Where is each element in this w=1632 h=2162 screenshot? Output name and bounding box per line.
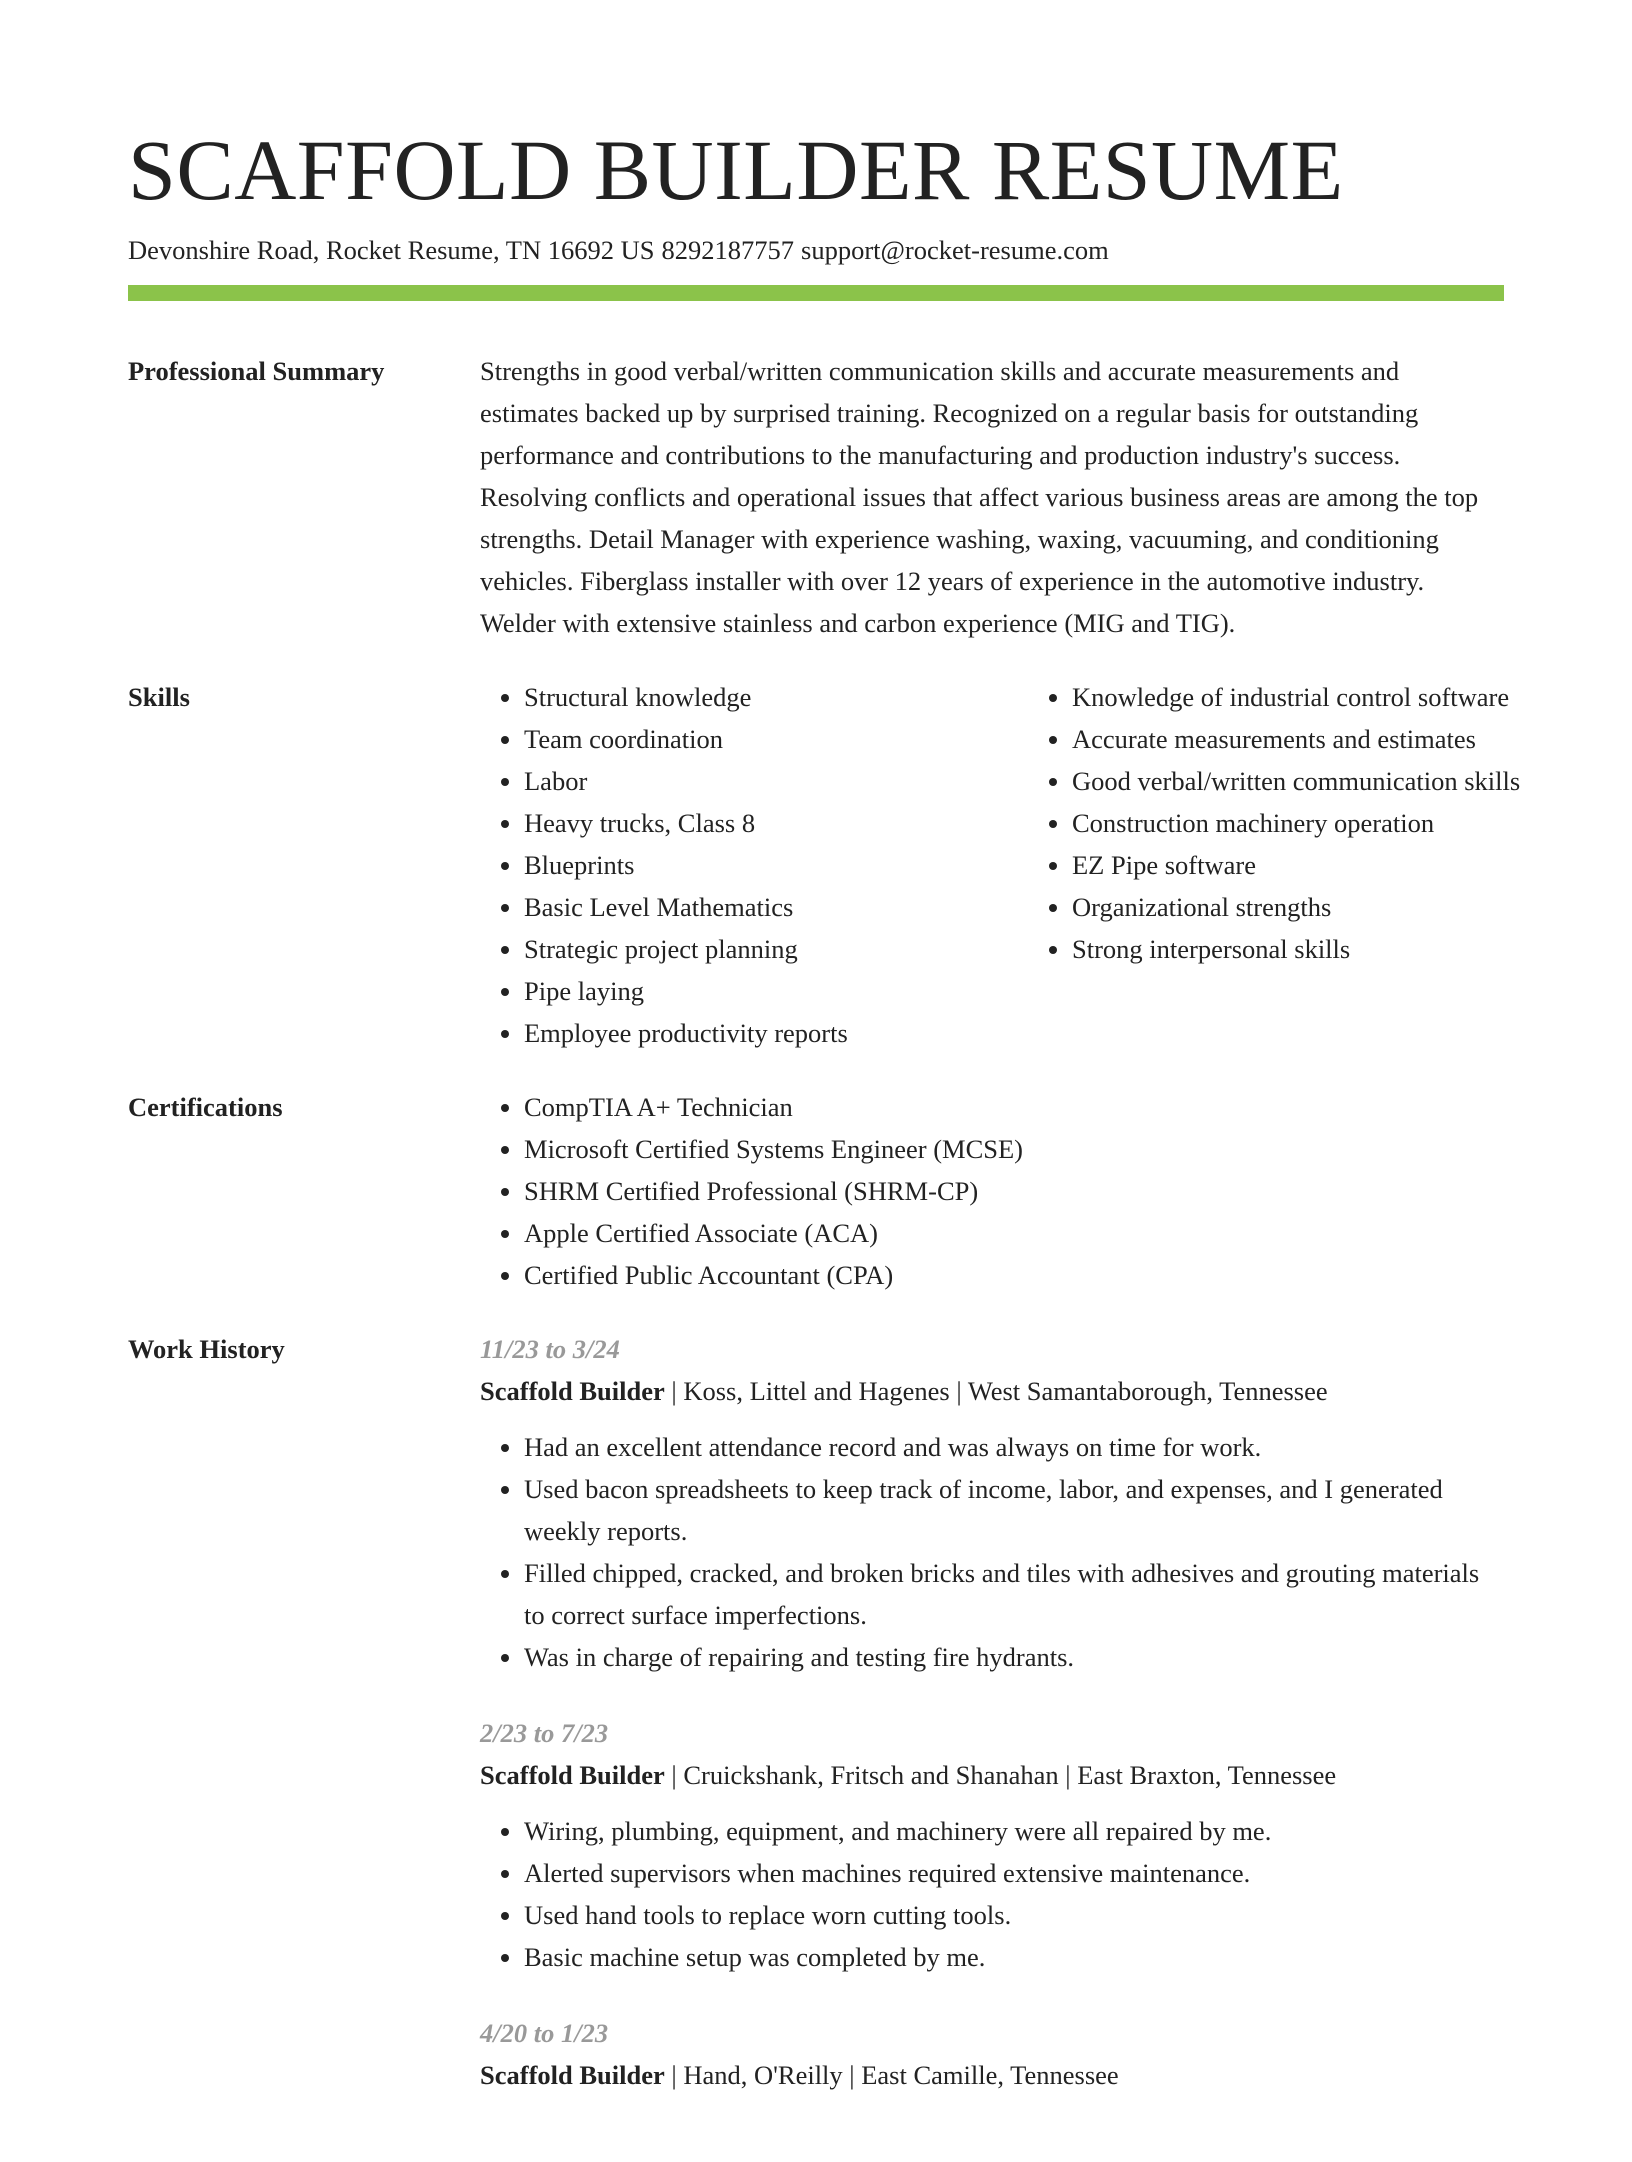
skill-item: • Structural knowledge [524,676,1028,718]
certification-item: • Microsoft Certified Systems Engineer (MCSE) [524,1128,1504,1170]
job-dates: 4/20 to 1/23 [480,2018,609,2048]
contact-phone: 8292187757 [661,235,795,265]
certification-item: • Certified Public Accountant (CPA) [524,1254,1504,1296]
certifications-list [480,1086,1504,1296]
job-entry [480,2012,1504,2096]
job-duties-list [480,1810,1504,1978]
job-entry [480,1328,1504,1678]
job-duties-list [480,1426,1504,1678]
work-history-section [128,1328,1504,2130]
job-title-line [480,1754,1504,1796]
job-title: Scaffold Builder [480,1760,665,1790]
skill-item: • Good verbal/written communication skills [1072,760,1592,802]
resume-sections [128,350,1521,2162]
work-history-heading: Work History [128,1334,285,1364]
resume-title: SCAFFOLD BUILDER RESUME [128,122,1344,218]
skill-item: • Knowledge of industrial control software [1072,676,1592,718]
job-duty-item: • Used hand tools to replace worn cutting tools. [524,1894,1504,1936]
job-duty-item: • Alerted supervisors when machines required extensive maintenance. [524,1852,1504,1894]
skill-item: • Basic Level Mathematics [524,886,1028,928]
skill-item: • Employee productivity reports [524,1012,1028,1054]
job-employer-location: | Hand, O'Reilly | East Camille, Tennessee [664,2060,1119,2090]
skills-section [128,676,1521,1054]
job-duty-item: • Had an excellent attendance record and was always on time for work. [524,1426,1504,1468]
job-entry [480,1712,1504,1978]
certification-item: • CompTIA A+ Technician [524,1086,1504,1128]
job-duty-item: • Basic machine setup was completed by me. [524,1936,1504,1978]
skills-list-right [1028,676,1592,1054]
skill-item: • EZ Pipe software [1072,844,1592,886]
skills-list-left [480,676,1028,1054]
contact-address: Devonshire Road, Rocket Resume, TN 16692 US [128,235,655,265]
skill-item: • Labor [524,760,1028,802]
skill-item: • Strong interpersonal skills [1072,928,1592,970]
contact-email: support@rocket-resume.com [801,235,1109,265]
job-duty-item: • Filled chipped, cracked, and broken bricks and tiles with adhesives and grouting materials to correct surface imperfections. [524,1552,1504,1636]
summary-heading: Professional Summary [128,356,385,386]
skill-item: • Pipe laying [524,970,1028,1012]
skills-heading: Skills [128,682,190,712]
job-employer-location: | Cruickshank, Fritsch and Shanahan | East Braxton, Tennessee [664,1760,1337,1790]
skill-item: • Accurate measurements and estimates [1072,718,1592,760]
skill-item: • Strategic project planning [524,928,1028,970]
certifications-section [128,1086,1504,1296]
job-title-line [480,2054,1504,2096]
job-duty-item: • Used bacon spreadsheets to keep track of income, labor, and expenses, and I generated weekly reports. [524,1468,1504,1552]
job-title: Scaffold Builder [480,2060,665,2090]
job-duty-item: • Was in charge of repairing and testing fire hydrants. [524,1636,1504,1678]
skill-item: • Construction machinery operation [1072,802,1592,844]
job-duty-item: • Wiring, plumbing, equipment, and machinery were all repaired by me. [524,1810,1504,1852]
skill-item: • Team coordination [524,718,1028,760]
summary-section [128,350,1504,644]
certifications-heading: Certifications [128,1092,283,1122]
contact-line [128,232,1109,268]
skill-item: • Heavy trucks, Class 8 [524,802,1028,844]
certification-item: • Apple Certified Associate (ACA) [524,1212,1504,1254]
skill-item: • Blueprints [524,844,1028,886]
summary-text: Strengths in good verbal/written communication skills and accurate measurements and estimates backed up by surprised training. Recognized on a regular basis for outstanding performance and contributions to the manufacturing and production industry's success. Resolving conflicts and operational issues that affect various business areas are among the top strengths. Detail Manager with experience washing, waxing, vacuuming, and conditioning vehicles. Fiberglass installer with over 12 years of experience in the automotive industry. Welder with extensive stainless and carbon experience (MIG and TIG). [480,356,1479,638]
job-employer-location: | Koss, Littel and Hagenes | West Samantaborough, Tennessee [664,1376,1328,1406]
job-dates: 11/23 to 3/24 [480,1334,620,1364]
job-title: Scaffold Builder [480,1376,665,1406]
header-divider [128,285,1504,301]
job-title-line [480,1370,1504,1412]
skill-item: • Organizational strengths [1072,886,1592,928]
certification-item: • SHRM Certified Professional (SHRM-CP) [524,1170,1504,1212]
job-dates: 2/23 to 7/23 [480,1718,609,1748]
